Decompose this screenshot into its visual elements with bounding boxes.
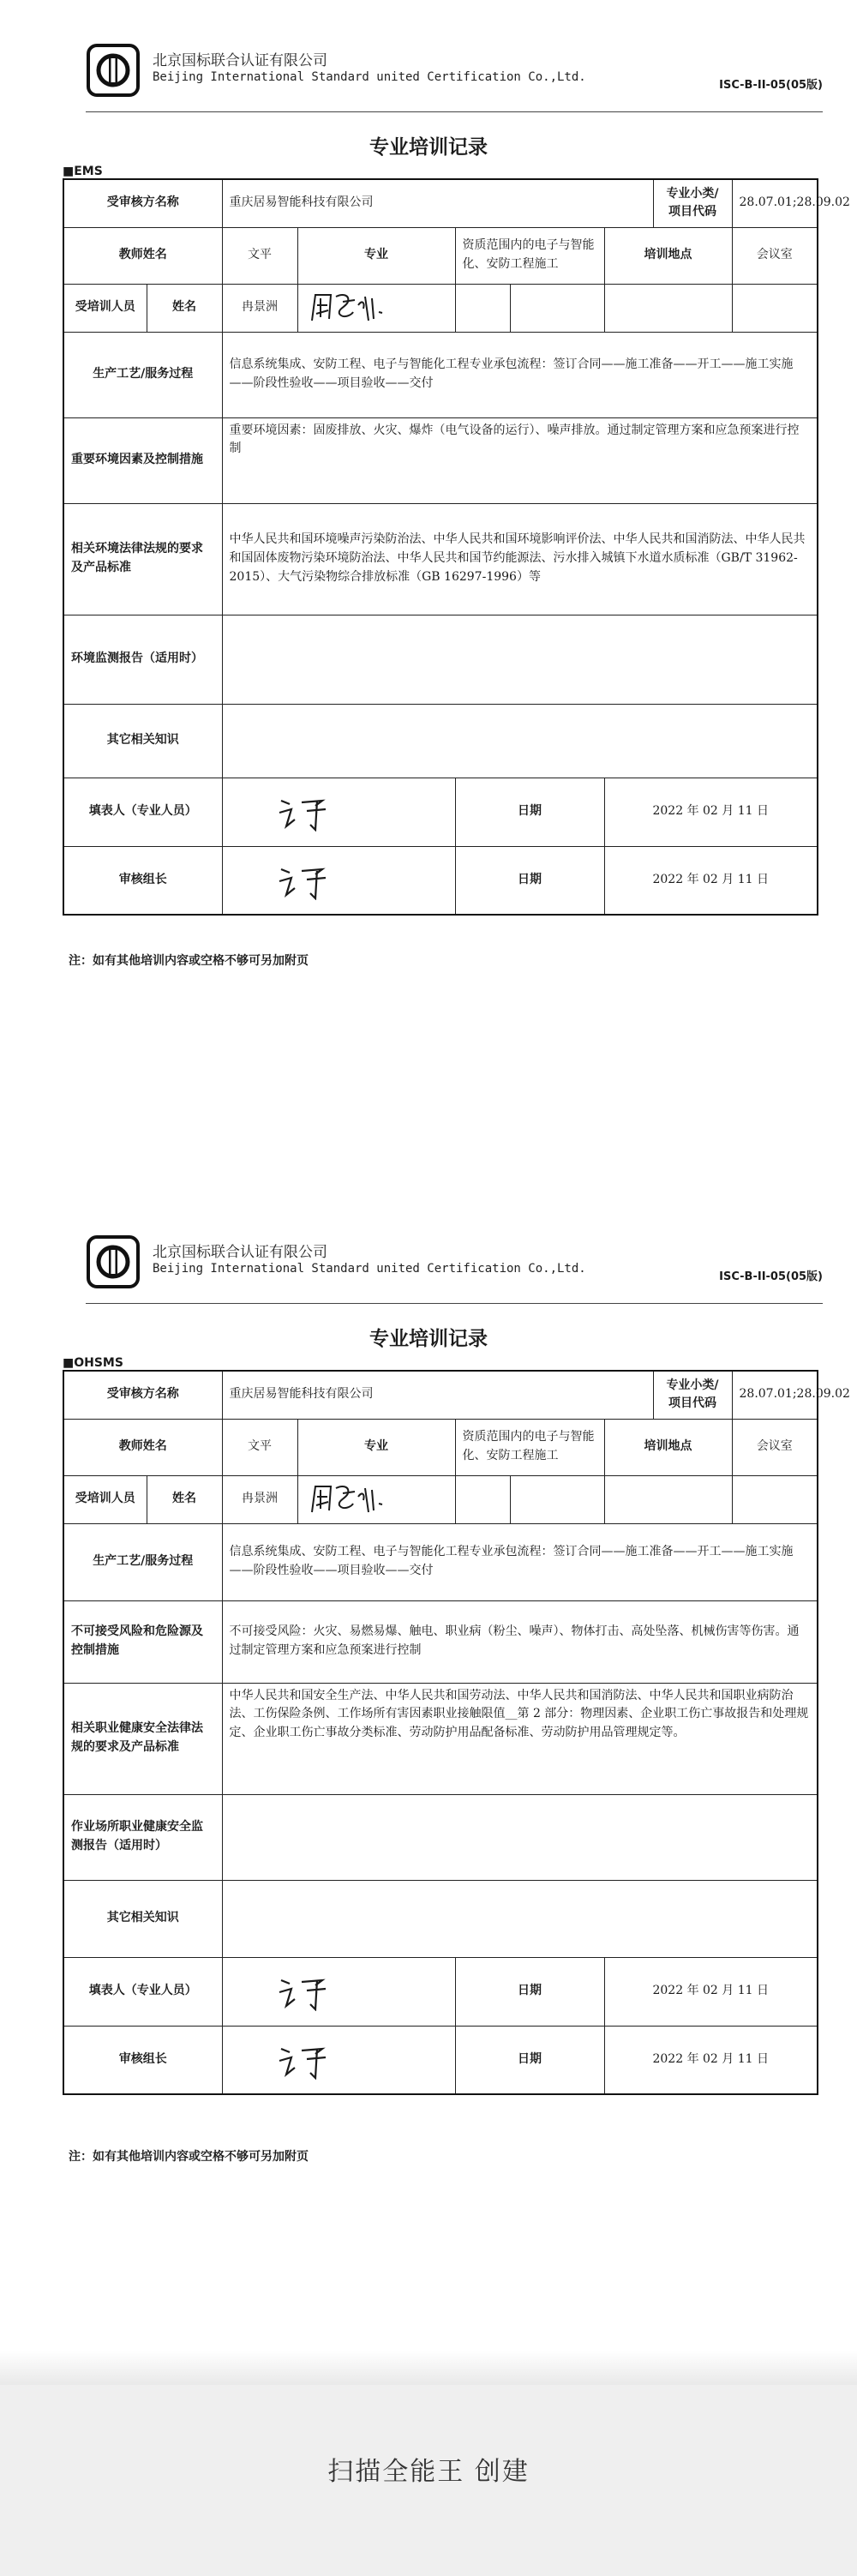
trainees-label: 受培训人员 — [63, 1475, 147, 1523]
category-value: 28.07.01;28.09.02 — [732, 179, 818, 227]
empty-cell — [604, 1475, 732, 1523]
trainees-label: 受培训人员 — [63, 284, 147, 332]
specialty-label: 专业 — [297, 1419, 455, 1475]
table-row — [63, 332, 818, 417]
company-name-cn: 北京国标联合认证有限公司 — [153, 1244, 327, 1261]
row2-label: 相关职业健康安全法律法规的要求及产品标准 — [63, 1683, 222, 1794]
leader-date-label: 日期 — [455, 2026, 604, 2094]
location-label: 培训地点 — [604, 227, 732, 284]
filler-signature — [273, 1972, 358, 2011]
table-row — [63, 778, 818, 846]
row1-value: 重要环境因素：固废排放、火灾、爆炸（电气设备的运行）、噪声排放。通过制定管理方案和应急预案进行控制 — [222, 417, 818, 503]
system-tag: ■OHSMS — [63, 1356, 123, 1370]
letterhead — [86, 43, 823, 103]
specialty-label: 专业 — [297, 227, 455, 284]
leader-label: 审核组长 — [63, 2026, 222, 2094]
filler-signature-cell — [222, 1957, 455, 2026]
auditee-value: 重庆居易智能科技有限公司 — [222, 179, 653, 227]
trainee-signature — [305, 288, 391, 327]
page-title: 专业培训记录 — [369, 1328, 488, 1350]
trainee-name: 冉景洲 — [222, 1475, 297, 1523]
empty-cell — [732, 284, 818, 332]
empty-cell — [510, 284, 604, 332]
table-row — [63, 503, 818, 615]
process-value: 信息系统集成、安防工程、电子与智能化工程专业承包流程：签订合同——施工准备——开工——施工实施——阶段性验收——项目验收——交付 — [222, 332, 818, 417]
table-row — [63, 1683, 818, 1794]
leader-signature — [273, 2040, 358, 2080]
table-row — [63, 846, 818, 915]
teacher-value: 文平 — [222, 227, 297, 284]
company-logo-icon — [86, 43, 141, 98]
page-title: 专业培训记录 — [369, 136, 488, 159]
table-row — [63, 1957, 818, 2026]
other-label: 其它相关知识 — [63, 1880, 222, 1957]
row3-value — [222, 615, 818, 704]
leader-date-label: 日期 — [455, 846, 604, 915]
filler-signature-cell — [222, 778, 455, 846]
form-code: ISC-B-II-05(05版) — [719, 1270, 823, 1283]
teacher-label: 教师姓名 — [63, 1419, 222, 1475]
row2-value: 中华人民共和国环境噪声污染防治法、中华人民共和国环境影响评价法、中华人民共和国消防法、中华人民共和国固体废物污染环境防治法、中华人民共和国节约能源法、污水排入城镇下水道水质标准（GB/T 31962-2015）、大气污染物综合排放标准（GB 16297-1996）等 — [222, 503, 818, 615]
company-name-en: Beijing International Standard united Certification Co.,Ltd. — [153, 70, 586, 84]
row3-value — [222, 1794, 818, 1880]
torn-paper-edge — [0, 2351, 857, 2385]
table-row — [63, 1523, 818, 1600]
filler-label: 填表人（专业人员） — [63, 778, 222, 846]
other-label: 其它相关知识 — [63, 704, 222, 778]
form-page-ems — [0, 0, 857, 1192]
letterhead — [86, 1234, 823, 1294]
table-row — [63, 179, 818, 227]
category-label: 专业小类/项目代码 — [653, 1371, 732, 1419]
table-row — [63, 615, 818, 704]
filler-signature — [273, 792, 358, 832]
footnote: 注：如有其他培训内容或空格不够可另加附页 — [69, 2150, 309, 2164]
filler-date-label: 日期 — [455, 1957, 604, 2026]
row1-value: 不可接受风险：火灾、易燃易爆、触电、职业病（粉尘、噪声）、物体打击、高处坠落、机械伤害等伤害。通过制定管理方案和应急预案进行控制 — [222, 1600, 818, 1683]
trainee-signature — [305, 1480, 391, 1519]
footnote: 注：如有其他培训内容或空格不够可另加附页 — [69, 954, 309, 968]
filler-date-value: 2022 年 02 月 11 日 — [604, 1957, 818, 2026]
row2-value: 中华人民共和国安全生产法、中华人民共和国劳动法、中华人民共和国消防法、中华人民共和国职业病防治法、工伤保险条例、工作场所有害因素职业接触限值__第 2 部分：物理因素、企业职工伤亡事故报告和处理规定、企业职工伤亡事故分类标准、劳动防护用品配备标准、劳动防护用品管理规定等。 — [222, 1683, 818, 1794]
trainee-signature-cell — [297, 284, 455, 332]
process-label: 生产工艺/服务过程 — [63, 332, 222, 417]
header-divider — [86, 1303, 823, 1304]
company-name-cn: 北京国标联合认证有限公司 — [153, 52, 327, 69]
table-row — [63, 417, 818, 503]
form-code: ISC-B-II-05(05版) — [719, 79, 823, 92]
category-label: 专业小类/项目代码 — [653, 179, 732, 227]
filler-label: 填表人（专业人员） — [63, 1957, 222, 2026]
row1-label: 重要环境因素及控制措施 — [63, 417, 222, 503]
system-tag: ■EMS — [63, 165, 103, 178]
auditee-label: 受审核方名称 — [63, 179, 222, 227]
row3-label: 环境监测报告（适用时） — [63, 615, 222, 704]
table-row — [63, 1419, 818, 1475]
other-value — [222, 704, 818, 778]
table-row — [63, 1794, 818, 1880]
empty-cell — [455, 284, 510, 332]
trainee-signature-cell — [297, 1475, 455, 1523]
location-value: 会议室 — [732, 227, 818, 284]
table-row — [63, 1475, 818, 1523]
leader-date-value: 2022 年 02 月 11 日 — [604, 846, 818, 915]
specialty-value: 资质范围内的电子与智能化、安防工程施工 — [455, 227, 604, 284]
table-row — [63, 1371, 818, 1419]
empty-cell — [732, 1475, 818, 1523]
auditee-label: 受审核方名称 — [63, 1371, 222, 1419]
location-value: 会议室 — [732, 1419, 818, 1475]
table-row — [63, 2026, 818, 2094]
name-label: 姓名 — [147, 284, 222, 332]
row1-label: 不可接受风险和危险源及控制措施 — [63, 1600, 222, 1683]
other-value — [222, 1880, 818, 1957]
form-page-ohsms — [0, 1192, 857, 2383]
filler-date-label: 日期 — [455, 778, 604, 846]
leader-date-value: 2022 年 02 月 11 日 — [604, 2026, 818, 2094]
teacher-value: 文平 — [222, 1419, 297, 1475]
training-record-table — [63, 1370, 850, 2095]
leader-signature — [273, 861, 358, 900]
table-row — [63, 227, 818, 284]
table-row — [63, 1880, 818, 1957]
category-value: 28.07.01;28.09.02 — [732, 1371, 818, 1419]
training-record-table — [63, 178, 850, 916]
row2-label: 相关环境法律法规的要求及产品标准 — [63, 503, 222, 615]
company-name-en: Beijing International Standard united Certification Co.,Ltd. — [153, 1262, 586, 1276]
company-logo-icon — [86, 1234, 141, 1289]
location-label: 培训地点 — [604, 1419, 732, 1475]
header-divider — [86, 111, 823, 112]
row3-label: 作业场所职业健康安全监测报告（适用时） — [63, 1794, 222, 1880]
filler-date-value: 2022 年 02 月 11 日 — [604, 778, 818, 846]
specialty-value: 资质范围内的电子与智能化、安防工程施工 — [455, 1419, 604, 1475]
name-label: 姓名 — [147, 1475, 222, 1523]
teacher-label: 教师姓名 — [63, 227, 222, 284]
process-label: 生产工艺/服务过程 — [63, 1523, 222, 1600]
leader-signature-cell — [222, 846, 455, 915]
leader-signature-cell — [222, 2026, 455, 2094]
empty-cell — [604, 284, 732, 332]
table-row — [63, 704, 818, 778]
empty-cell — [455, 1475, 510, 1523]
process-value: 信息系统集成、安防工程、电子与智能化工程专业承包流程：签订合同——施工准备——开工——施工实施——阶段性验收——项目验收——交付 — [222, 1523, 818, 1600]
scanner-watermark: 扫描全能王 创建 — [327, 2457, 530, 2487]
trainee-name: 冉景洲 — [222, 284, 297, 332]
auditee-value: 重庆居易智能科技有限公司 — [222, 1371, 653, 1419]
table-row — [63, 284, 818, 332]
leader-label: 审核组长 — [63, 846, 222, 915]
table-row — [63, 1600, 818, 1683]
empty-cell — [510, 1475, 604, 1523]
